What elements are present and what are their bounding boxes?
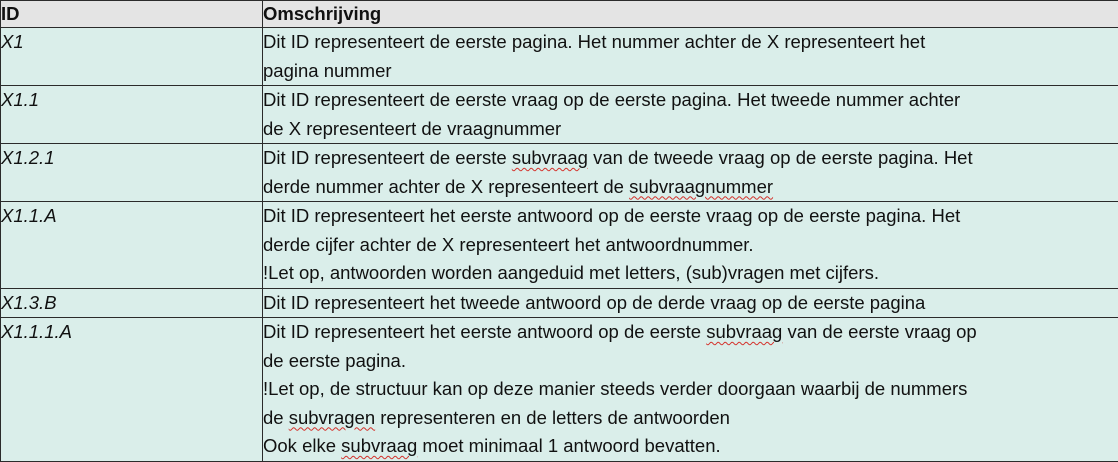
description-cell — [263, 86, 1118, 144]
id-cell: X1.1.1.A — [1, 318, 263, 462]
id-cell: X1 — [1, 28, 263, 86]
description-text: representeren en de letters de antwoorden — [375, 407, 730, 428]
header-row — [1, 1, 1118, 28]
description-line — [263, 86, 1118, 115]
description-text: moet minimaal 1 antwoord bevatten. — [417, 435, 720, 456]
table-row — [1, 28, 1118, 86]
description-line — [263, 375, 1118, 404]
description-line — [263, 173, 1118, 202]
description-text: Dit ID representeert het tweede antwoord op de derde vraag op de eerste pagina — [263, 292, 925, 313]
description-line — [263, 202, 1118, 231]
description-text: van de eerste vraag op — [782, 321, 976, 342]
table-row — [1, 288, 1118, 318]
description-text: Dit ID representeert de eerste vraag op de eerste pagina. Het tweede nummer achter — [263, 89, 960, 110]
table-row — [1, 86, 1118, 144]
description-line — [263, 289, 1118, 318]
spellcheck-flagged-word: subvraag — [341, 435, 417, 456]
header-id: ID — [1, 1, 263, 28]
description-cell — [263, 202, 1118, 289]
description-text: van de tweede vraag op de eerste pagina. Het — [588, 147, 973, 168]
description-text: de eerste pagina. — [263, 350, 406, 371]
id-cell: X1.2.1 — [1, 144, 263, 202]
description-line — [263, 28, 1118, 57]
description-text: Dit ID representeert het eerste antwoord op de eerste vraag op de eerste pagina. Het — [263, 205, 960, 226]
description-text: Dit ID representeert de eerste — [263, 147, 512, 168]
description-text: Ook elke — [263, 435, 341, 456]
description-text: !Let op, antwoorden worden aangeduid met letters, (sub)vragen met cijfers. — [263, 262, 879, 283]
spellcheck-flagged-word: subvragen — [289, 407, 375, 428]
description-cell — [263, 144, 1118, 202]
id-cell: X1.3.B — [1, 288, 263, 318]
table-row — [1, 202, 1118, 289]
description-line — [263, 115, 1118, 144]
description-text: de X representeert de vraagnummer — [263, 118, 561, 139]
description-text: Dit ID representeert het eerste antwoord op de eerste — [263, 321, 706, 342]
description-text: pagina nummer — [263, 60, 392, 81]
description-line — [263, 144, 1118, 173]
description-cell — [263, 288, 1118, 318]
description-cell — [263, 28, 1118, 86]
description-text: de — [263, 407, 289, 428]
description-line — [263, 347, 1118, 376]
description-line — [263, 259, 1118, 288]
table-row — [1, 144, 1118, 202]
description-text: !Let op, de structuur kan op deze manier steeds verder doorgaan waarbij de nummers — [263, 378, 967, 399]
description-line — [263, 404, 1118, 433]
spellcheck-flagged-word: subvraag — [512, 147, 588, 168]
description-cell — [263, 318, 1118, 462]
table-body — [1, 28, 1118, 462]
header-description: Omschrijving — [263, 1, 1118, 28]
description-line — [263, 432, 1118, 461]
description-line — [263, 231, 1118, 260]
description-text: derde nummer achter de X representeert de — [263, 176, 629, 197]
table-row — [1, 318, 1118, 462]
spellcheck-flagged-word: subvraagnummer — [629, 176, 773, 197]
description-line — [263, 318, 1118, 347]
spellcheck-flagged-word: subvraag — [706, 321, 782, 342]
description-line — [263, 57, 1118, 86]
description-text: Dit ID representeert de eerste pagina. Het nummer achter de X representeert het — [263, 31, 925, 52]
description-text: derde cijfer achter de X representeert het antwoordnummer. — [263, 234, 754, 255]
id-cell: X1.1 — [1, 86, 263, 144]
id-cell: X1.1.A — [1, 202, 263, 289]
